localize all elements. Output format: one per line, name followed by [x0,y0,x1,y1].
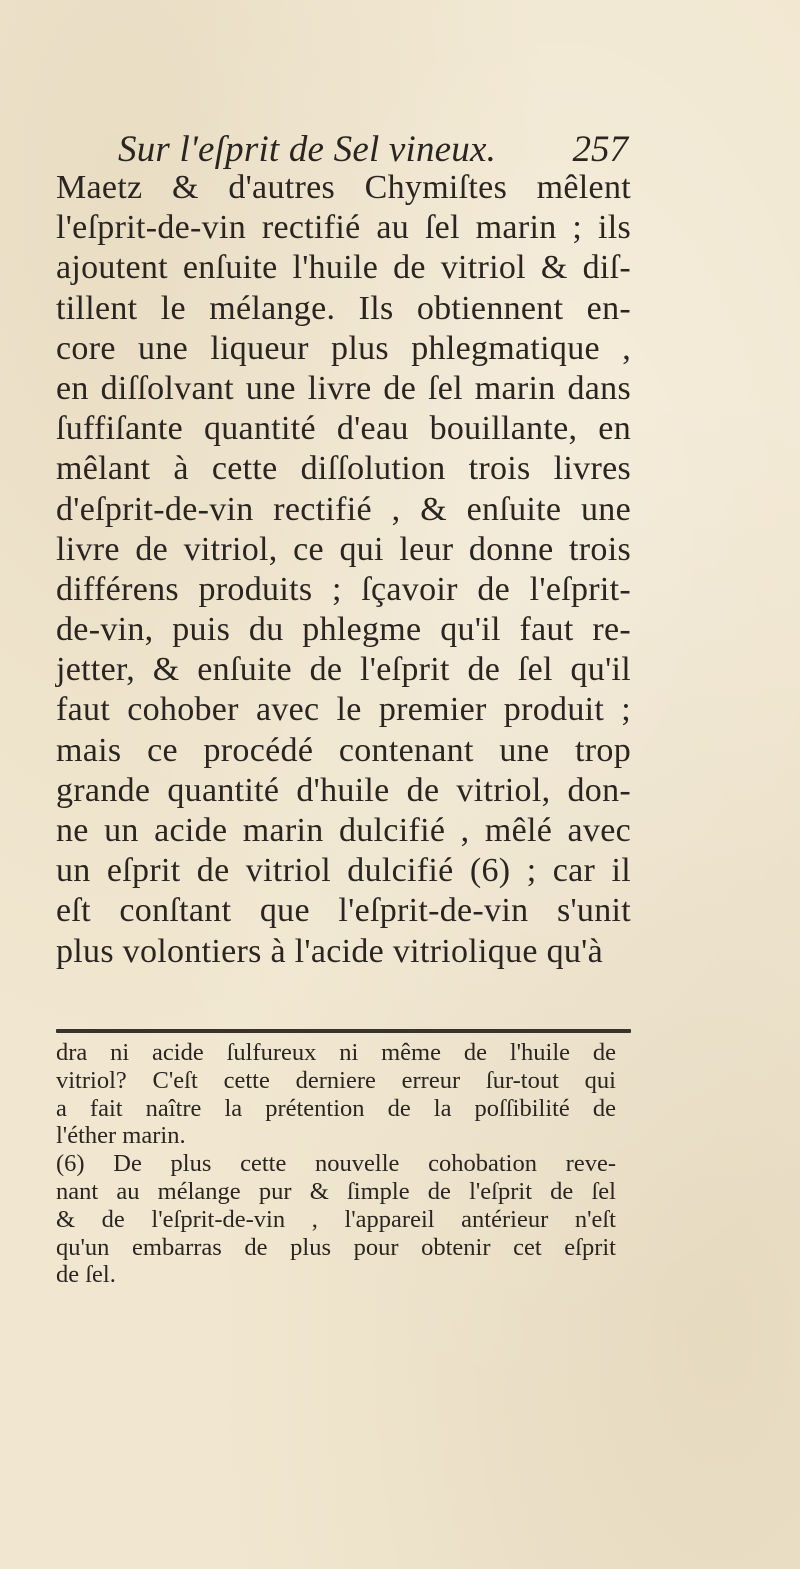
text-line: mais ce procédé contenant une trop [56,731,631,769]
footnote-line: a fait naître la prétention de la poſſibilité de [56,1094,616,1122]
footnote-divider [56,1029,631,1033]
running-title: Sur l'eſprit de Sel vineux. [118,129,497,170]
main-text [56,168,631,972]
text-line: en diſſolvant une livre de ſel marin dans [56,369,631,407]
text-line: différens produits ; ſçavoir de l'eſprit- [56,570,631,608]
text-line: livre de vitriol, ce qui leur donne trois [56,530,631,568]
text-line: plus volontiers à l'acide vitriolique qu'à [56,932,604,970]
text-line: ne un acide marin dulcifié , mêlé avec [56,812,631,849]
footnote-line: de ſel. [56,1261,116,1289]
text-line: eſt conſtant que l'eſprit-de-vin s'unit [56,892,631,930]
footnote-line: vitriol? C'eſt cette derniere erreur ſur-tout qui [56,1066,616,1094]
text-line: grande quantité d'huile de vitriol, don- [56,771,631,809]
text-line: un eſprit de vitriol dulcifié (6) ; car il [56,852,631,890]
text-line: tillent le mélange. Ils obtiennent en- [56,289,631,327]
text-line: Maetz & d'autres Chymiſtes mêlent [56,169,631,206]
page-header [118,128,628,172]
text-line: d'eſprit-de-vin rectifié , & enſuite une [56,490,631,528]
footnote-line: l'éther marin. [56,1122,186,1150]
text-line: mêlant à cette diſſolution trois livres [56,450,631,488]
footnote-line: qu'un embarras de plus pour obtenir cet eſprit [56,1233,616,1261]
text-line: core une liqueur plus phlegmatique , [56,329,631,367]
text-line: faut cohober avec le premier produit ; [56,691,631,729]
text-line: jetter, & enſuite de l'eſprit de ſel qu'il [56,651,631,689]
footnote-line: dra ni acide ſulfureux ni même de l'huile de [56,1039,616,1066]
text-line: l'eſprit-de-vin rectifié au ſel marin ; ils [56,209,631,247]
footnote-line: (6) De plus cette nouvelle cohobation reve- [56,1150,616,1178]
footnote-line: nant au mélange pur & ſimple de l'eſprit de ſel [56,1177,616,1205]
page-number: 257 [572,129,628,170]
text-line: ajoutent enſuite l'huile de vitriol & diſ- [56,249,631,287]
footnote-line: & de l'eſprit-de-vin , l'appareil antérieur n'eſt [56,1205,616,1233]
footnotes [56,1039,616,1289]
text-line: ſuffiſante quantité d'eau bouillante, en [56,410,631,448]
text-line: de-vin, puis du phlegme qu'il faut re- [56,611,631,649]
